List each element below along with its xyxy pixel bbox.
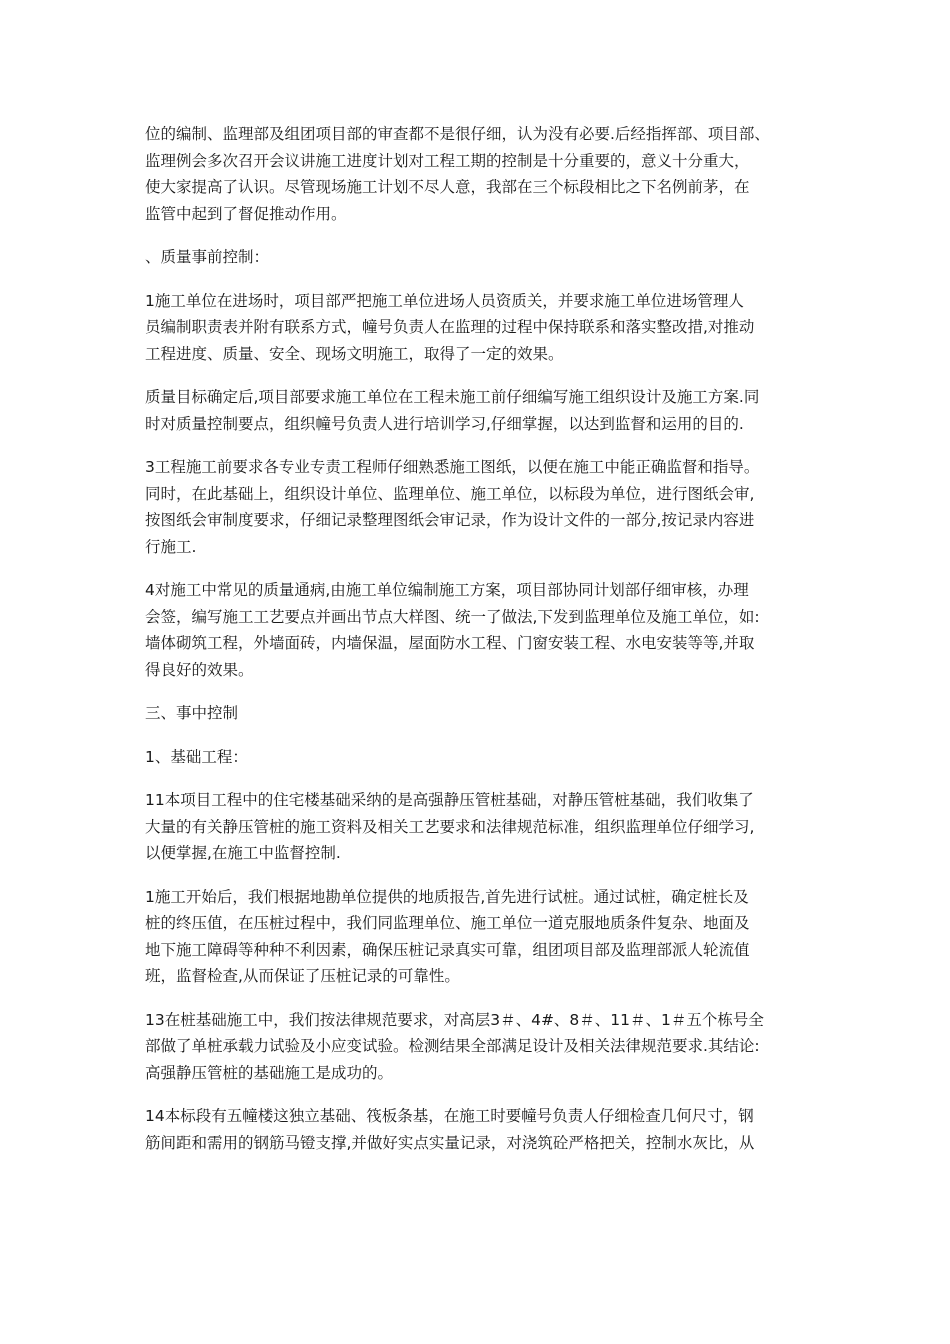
paragraph: [145, 884, 813, 990]
text-line: 1、基础工程：: [145, 747, 248, 766]
text-line: 监理例会多次召开会议讲施工进度计划对工程工期的控制是十分重要的，意义十分重大，: [145, 151, 750, 170]
text-line: 行施工.: [145, 537, 197, 556]
text-line: 地下施工障碍等种种不利因素，确保压桩记录真实可靠，组团项目部及监理部派人轮流值: [145, 940, 750, 959]
text-line: 14本标段有五幢楼这独立基础、筏板条基，在施工时要幢号负责人仔细检查几何尺寸，钢: [145, 1107, 754, 1125]
text-line: 1施工单位在进场时，项目部严把施工单位进场人员资质关，并要求施工单位进场管理人: [145, 291, 744, 310]
text-line: 质量目标确定后,项目部要求施工单位在工程未施工前仔细编写施工组织设计及施工方案.同: [145, 388, 760, 406]
paragraph: [145, 454, 813, 560]
paragraph: [145, 577, 813, 683]
text-line: 时对质量控制要点，组织幢号负责人进行培训学习,仔细掌握，以达到监督和运用的目的.: [145, 414, 744, 433]
text-line: 部做了单桩承载力试验及小应变试验。检测结果全部满足设计及相关法律规范要求.其结论:: [145, 1037, 760, 1055]
paragraph: [145, 700, 813, 727]
text-line: 高强静压管桩的基础施工是成功的。: [145, 1063, 394, 1082]
text-line: 、质量事前控制：: [145, 248, 270, 266]
text-line: 4对施工中常见的质量通病,由施工单位编制施工方案，项目部协同计划部仔细审核，办理: [145, 581, 749, 599]
paragraph: [145, 744, 813, 771]
text-line: 1施工开始后，我们根据地勘单位提供的地质报告,首先进行试桩。通过试桩，确定桩长及: [145, 887, 749, 906]
paragraph: [145, 1103, 813, 1156]
text-line: 员编制职责表并附有联系方式，幢号负责人在监理的过程中保持联系和落实整改措,对推动: [145, 318, 755, 336]
text-line: 3工程施工前要求各专业专责工程师仔细熟悉施工图纸，以便在施工中能正确监督和指导。: [145, 458, 760, 476]
text-line: 位的编制、监理部及组团项目部的审查都不是很仔细，认为没有必要.后经指挥部、项目部、: [145, 125, 770, 143]
text-line: 三、事中控制: [145, 704, 239, 722]
text-line: 同时，在此基础上，组织设计单位、监理单位、施工单位，以标段为单位，进行图纸会审,: [145, 484, 755, 503]
paragraph: [145, 121, 813, 227]
text-line: 工程进度、质量、安全、现场文明施工，取得了一定的效果。: [145, 344, 564, 363]
text-line: 以便掌握,在施工中监督控制.: [145, 844, 341, 862]
text-line: 筋间距和需用的钢筋马镫支撑,并做好实点实量记录，对浇筑砼严格把关，控制水灰比，从: [145, 1133, 755, 1152]
text-line: 11本项目工程中的住宅楼基础采纳的是高强静压管桩基础，对静压管桩基础，我们收集了: [145, 791, 754, 809]
text-line: 墙体砌筑工程，外墙面砖，内墙保温，屋面防水工程、门窗安装工程、水电安装等等,并取: [145, 634, 755, 652]
text-line: 监管中起到了督促推动作用。: [145, 204, 347, 223]
text-line: 会签，编写施工工艺要点并画出节点大样图、统一了做法,下发到监理单位及施工单位，如:: [145, 607, 760, 626]
text-line: 班，监督检查,从而保证了压桩记录的可靠性。: [145, 967, 460, 985]
paragraph: [145, 384, 813, 437]
paragraph: [145, 244, 813, 271]
text-line: 得良好的效果。: [145, 660, 254, 679]
paragraph: [145, 288, 813, 368]
text-line: 使大家提高了认识。尽管现场施工计划不尽人意，我部在三个标段相比之下名例前茅，在: [145, 178, 750, 196]
text-line: 大量的有关静压管桩的施工资料及相关工艺要求和法律规范标准，组织监理单位仔细学习,: [145, 817, 755, 836]
paragraph: [145, 1007, 813, 1087]
paragraph: [145, 787, 813, 867]
text-line: 13在桩基础施工中，我们按法律规范要求，对高层3＃、4#、8＃、11＃、1＃五个栋号全: [145, 1010, 764, 1029]
document-body: [145, 121, 813, 1173]
text-line: 桩的终压值，在压桩过程中，我们同监理单位、施工单位一道克服地质条件复杂、地面及: [145, 914, 750, 932]
text-line: 按图纸会审制度要求，仔细记录整理图纸会审记录，作为设计文件的一部分,按记录内容进: [145, 511, 755, 529]
